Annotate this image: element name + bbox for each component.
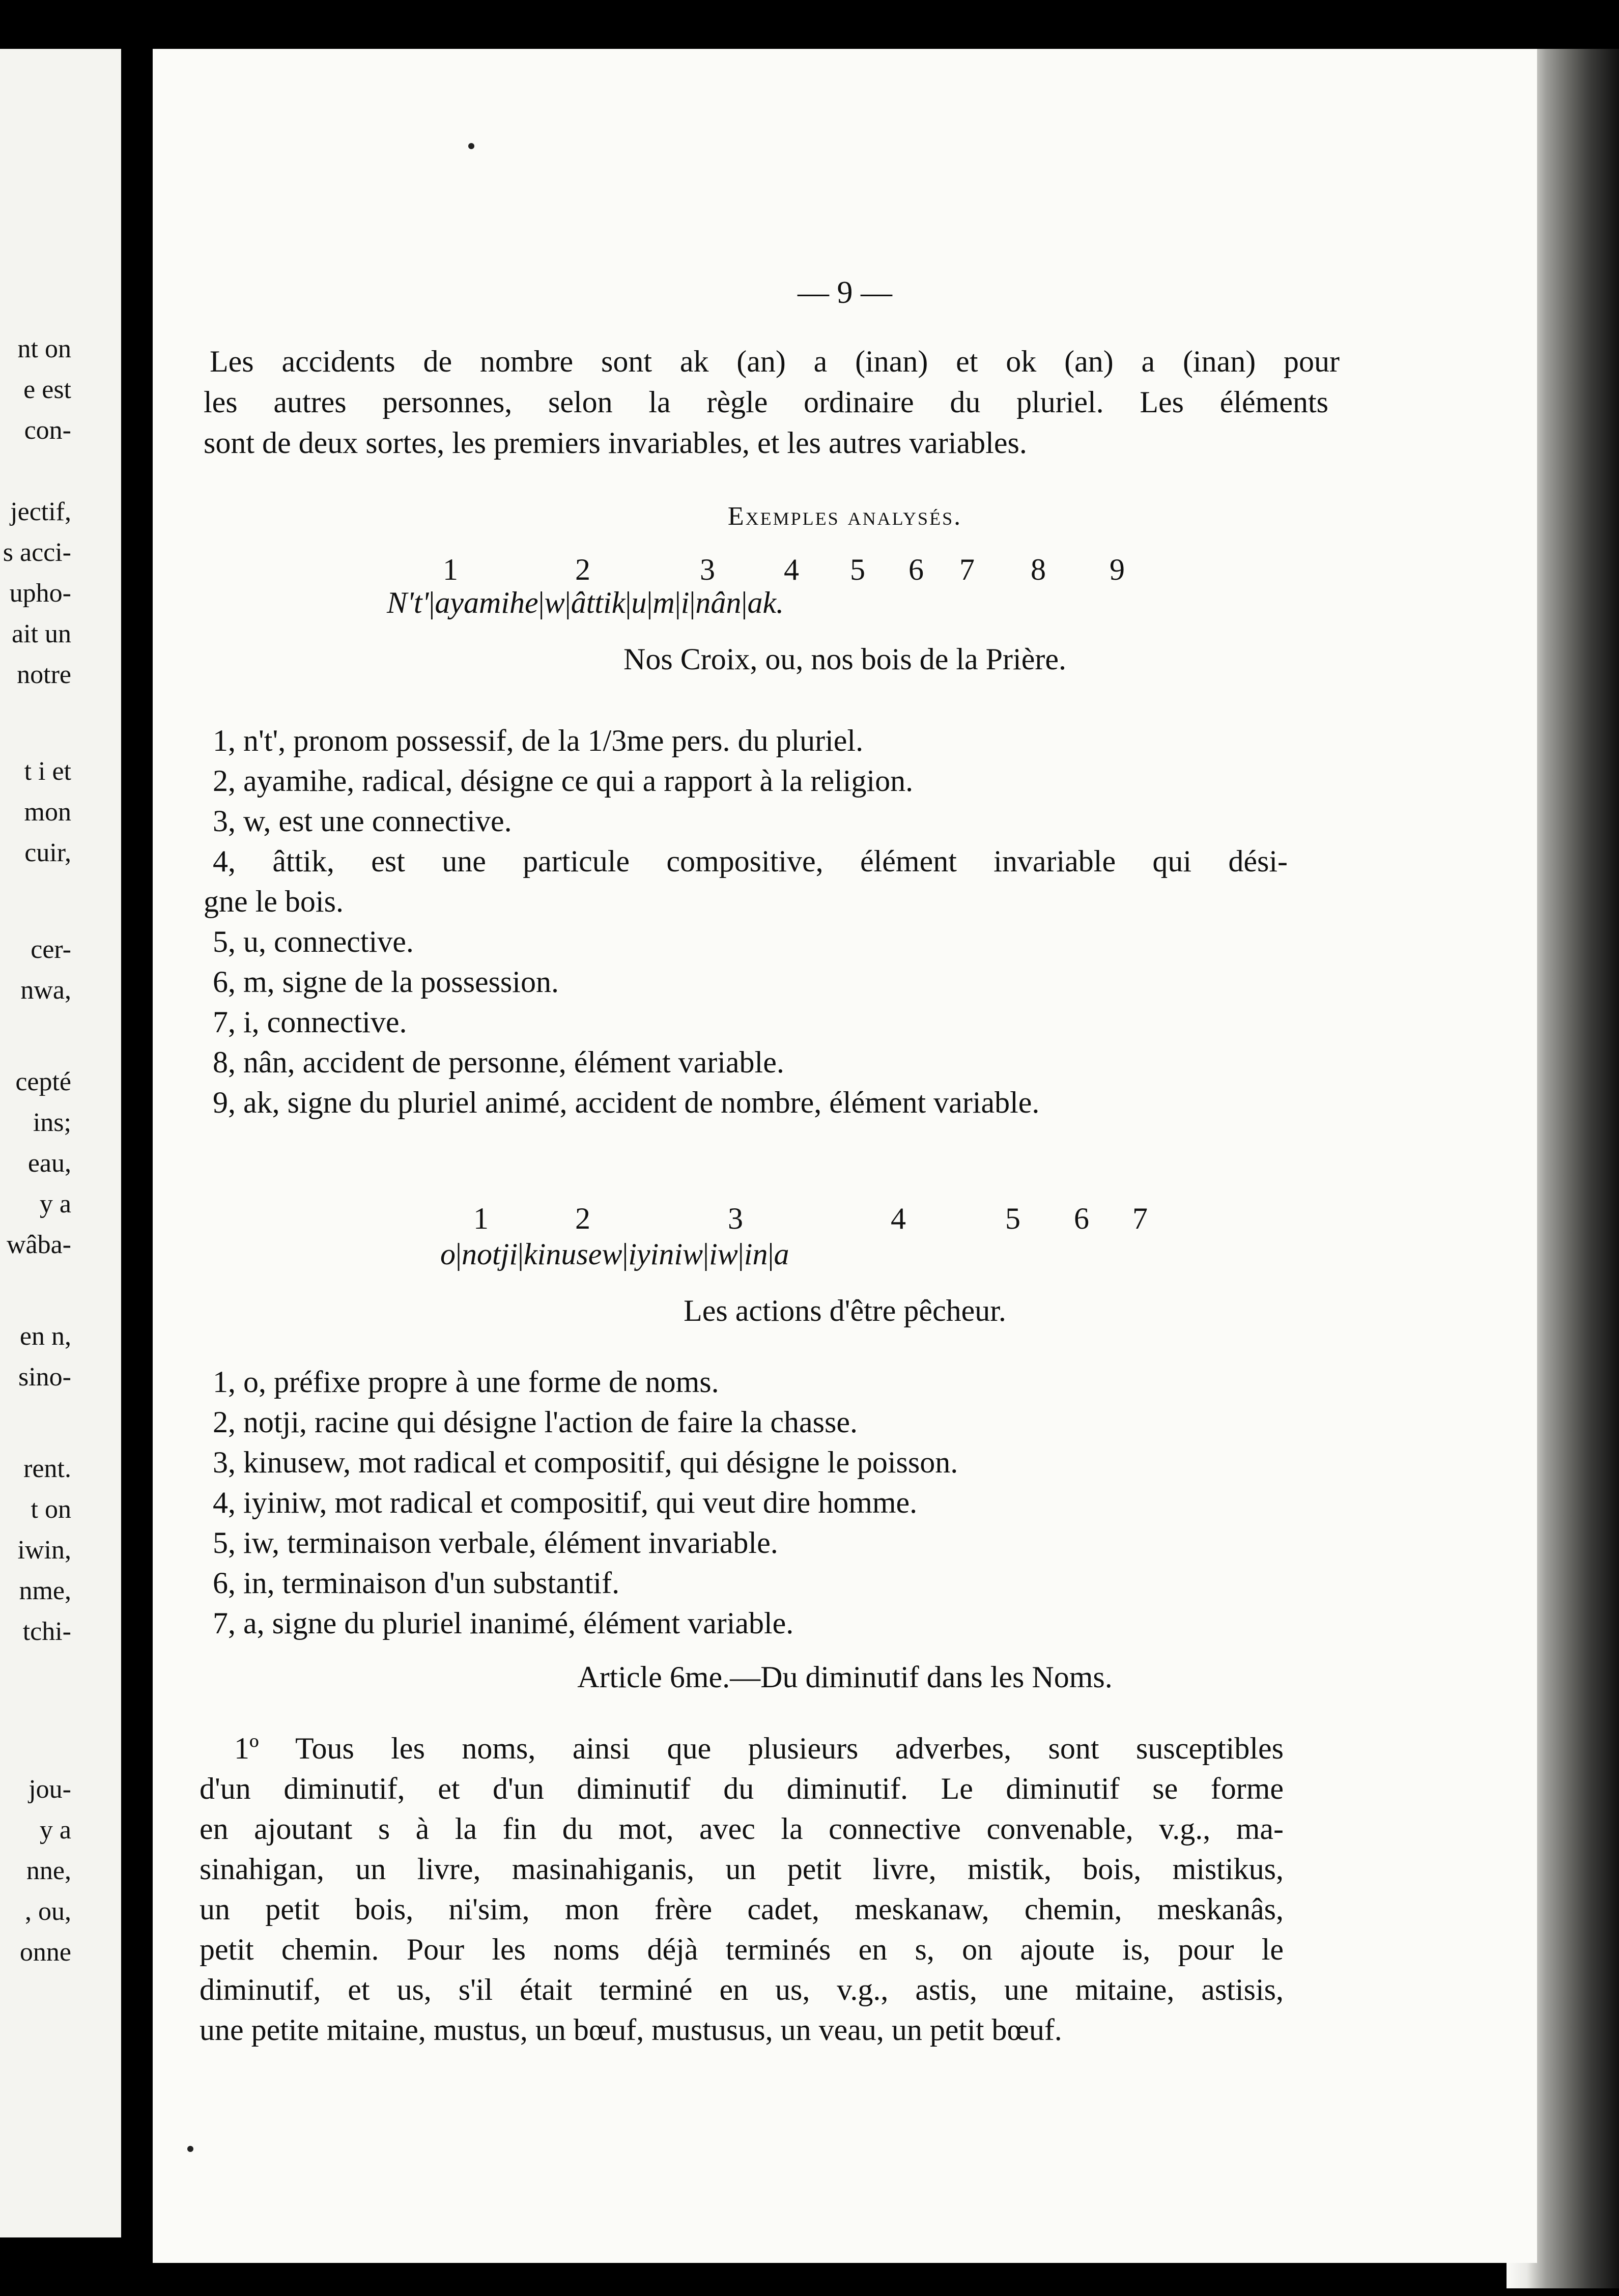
left-page-fragment: onne xyxy=(19,1938,71,1967)
left-page-fragment: s acci- xyxy=(3,538,71,567)
example2-morphemes xyxy=(440,1235,789,1273)
scan-speck xyxy=(187,2146,193,2152)
left-page-fragment: t on xyxy=(31,1495,71,1524)
article-line: en ajoutant s à la fin du mot, avec la connective convenable, v.g., ma- xyxy=(200,1812,1284,1846)
left-page-fragment: jou- xyxy=(29,1775,71,1804)
example1-number: 9 xyxy=(1110,553,1125,586)
article-line: diminutif, et us, s'il était terminé en us, v.g., astis, une mitaine, astisis, xyxy=(200,1973,1284,2006)
note-line: gne le bois. xyxy=(204,885,344,918)
example1-number: 3 xyxy=(700,553,715,586)
example1-morpheme: nân xyxy=(695,586,742,619)
example2-morpheme: notji xyxy=(462,1237,518,1271)
example2-number: 2 xyxy=(575,1202,590,1235)
article-line: une petite mitaine, mustus, un bœuf, mustusus, un veau, un petit bœuf. xyxy=(200,2013,1062,2047)
example1-morpheme: âttik xyxy=(571,586,626,619)
separator-bar: | xyxy=(674,586,681,619)
example2-morpheme: iw xyxy=(709,1237,738,1271)
left-page-fragment: sino- xyxy=(18,1363,71,1392)
separator-bar: | xyxy=(768,1237,774,1271)
example1-morpheme: m xyxy=(652,586,675,619)
left-page-fragment: wâba- xyxy=(6,1230,71,1259)
separator-bar: | xyxy=(703,1237,709,1271)
example1-morpheme: w xyxy=(544,586,565,619)
separator-bar: | xyxy=(646,586,653,619)
example2-morpheme: iyiniw xyxy=(628,1237,703,1271)
example2-number: 4 xyxy=(891,1202,906,1235)
article-heading: Article 6me.—Du diminutif dans les Noms. xyxy=(577,1660,1113,1694)
left-page-fragment: jectif, xyxy=(10,497,71,526)
example1-morpheme: ak. xyxy=(747,586,784,619)
page-number: — 9 — xyxy=(798,275,892,310)
intro-line-3: sont de deux sortes, les premiers invariables, et les autres variables. xyxy=(204,426,1027,460)
left-page-fragment: tchi- xyxy=(22,1617,71,1646)
example2-morpheme: o xyxy=(440,1237,456,1271)
example1-number: 8 xyxy=(1031,553,1046,586)
example2-morpheme: in xyxy=(744,1237,768,1271)
note-line: 2, notji, racine qui désigne l'action de faire la chasse. xyxy=(213,1405,858,1439)
left-page-fragment: cuir, xyxy=(24,838,71,867)
example2-number: 3 xyxy=(728,1202,743,1235)
left-page-fragment: en n, xyxy=(19,1322,71,1351)
left-page-fragment: , ou, xyxy=(25,1897,71,1926)
book-page xyxy=(153,49,1537,2263)
note-line: 4, âttik, est une particule compositive, élément invariable qui dési- xyxy=(213,844,1288,878)
note-line: 4, iyiniw, mot radical et compositif, qui veut dire homme. xyxy=(213,1486,918,1519)
note-line: 1, o, préfixe propre à une forme de noms. xyxy=(213,1365,719,1399)
article-line: petit chemin. Pour les noms déjà terminés en s, on ajoute is, pour le xyxy=(200,1933,1284,1966)
left-page-fragment: upho- xyxy=(9,579,71,608)
note-line: 6, in, terminaison d'un substantif. xyxy=(213,1566,620,1600)
example2-number: 1 xyxy=(473,1202,489,1235)
separator-bar: | xyxy=(564,586,571,619)
left-page-fragment: t i et xyxy=(24,757,71,786)
note-line: 3, kinusew, mot radical et compositif, qui désigne le poisson. xyxy=(213,1445,958,1479)
example2-morpheme: a xyxy=(774,1237,789,1271)
separator-bar: | xyxy=(737,1237,744,1271)
note-line: 7, a, signe du pluriel inanimé, élément variable. xyxy=(213,1606,794,1640)
article-line: sinahigan, un livre, masinahiganis, un petit livre, mistik, bois, mistikus, xyxy=(200,1852,1284,1886)
separator-bar: | xyxy=(429,586,435,619)
example1-number: 1 xyxy=(443,553,458,586)
note-line: 7, i, connective. xyxy=(213,1005,407,1039)
example2-number: 5 xyxy=(1005,1202,1020,1235)
example1-number: 6 xyxy=(908,553,924,586)
left-page-fragment: iwin, xyxy=(17,1536,71,1565)
example2-translation: Les actions d'être pêcheur. xyxy=(684,1294,1006,1327)
left-page-fragment: eau, xyxy=(27,1149,71,1178)
note-line: 5, iw, terminaison verbale, élément invariable. xyxy=(213,1526,778,1560)
left-page-fragment: ins; xyxy=(33,1108,71,1137)
note-line: 6, m, signe de la possession. xyxy=(213,965,559,999)
note-line: 2, ayamihe, radical, désigne ce qui a rapport à la religion. xyxy=(213,764,914,798)
example1-morpheme: ayamihe xyxy=(435,586,538,619)
separator-bar: | xyxy=(538,586,545,619)
example2-numbers xyxy=(445,1199,1168,1238)
example2-morpheme: kinusew xyxy=(524,1237,622,1271)
example1-number: 2 xyxy=(575,553,590,586)
note-line: 3, w, est une connective. xyxy=(213,804,512,838)
note-line: 9, ak, signe du pluriel animé, accident de nombre, élément variable. xyxy=(213,1086,1040,1119)
left-page-fragment: nme, xyxy=(19,1576,71,1605)
left-page-fragment: cer- xyxy=(31,935,71,964)
example1-morpheme: i xyxy=(680,586,690,619)
scan-speck xyxy=(468,143,474,149)
left-page-fragment: nt on xyxy=(17,334,71,363)
left-page-fragment: notre xyxy=(17,660,71,689)
left-page-margin xyxy=(0,49,121,2237)
example1-morpheme: N't' xyxy=(387,586,429,619)
left-page-fragment: ait un xyxy=(12,619,71,648)
note-line: 5, u, connective. xyxy=(213,925,414,958)
example2-number: 7 xyxy=(1132,1202,1148,1235)
separator-bar: | xyxy=(625,586,632,619)
left-page-fragment: rent. xyxy=(23,1454,71,1483)
examples-heading: Exemples analysés. xyxy=(727,502,962,531)
separator-bar: | xyxy=(456,1237,462,1271)
example1-number: 4 xyxy=(784,553,799,586)
separator-bar: | xyxy=(741,586,748,619)
separator-bar: | xyxy=(518,1237,524,1271)
example1-number: 7 xyxy=(959,553,975,586)
separator-bar: | xyxy=(622,1237,629,1271)
example2-number: 6 xyxy=(1074,1202,1089,1235)
left-page-fragment: mon xyxy=(24,798,71,827)
left-page-fragment: nwa, xyxy=(20,976,71,1005)
left-page-fragment: cepté xyxy=(15,1067,71,1096)
example1-number: 5 xyxy=(850,553,865,586)
intro-line-2: les autres personnes, selon la règle ordinaire du pluriel. Les éléments xyxy=(204,385,1328,419)
left-page-fragment: y a xyxy=(39,1189,71,1218)
example1-translation: Nos Croix, ou, nos bois de la Prière. xyxy=(623,642,1066,676)
article-line: d'un diminutif, et d'un diminutif du diminutif. Le diminutif se forme xyxy=(200,1772,1284,1805)
intro-line-1: Les accidents de nombre sont ak (an) a (inan) et ok (an) a (inan) pour xyxy=(210,345,1340,378)
left-page-fragment: nne, xyxy=(26,1856,71,1885)
left-page-fragment: con- xyxy=(24,416,71,445)
article-line: 1º Tous les noms, ainsi que plusieurs adverbes, sont susceptibles xyxy=(234,1732,1284,1765)
example1-morpheme: u xyxy=(631,586,647,619)
separator-bar: | xyxy=(689,586,696,619)
left-page-fragment: e est xyxy=(23,375,71,404)
left-page-fragment: y a xyxy=(39,1816,71,1845)
note-line: 1, n't', pronom possessif, de la 1/3me pers. du pluriel. xyxy=(213,724,864,757)
article-line: un petit bois, ni'sim, mon frère cadet, meskanaw, chemin, meskanâs, xyxy=(200,1892,1284,1926)
note-line: 8, nân, accident de personne, élément variable. xyxy=(213,1045,784,1079)
example1-morphemes xyxy=(387,583,784,622)
